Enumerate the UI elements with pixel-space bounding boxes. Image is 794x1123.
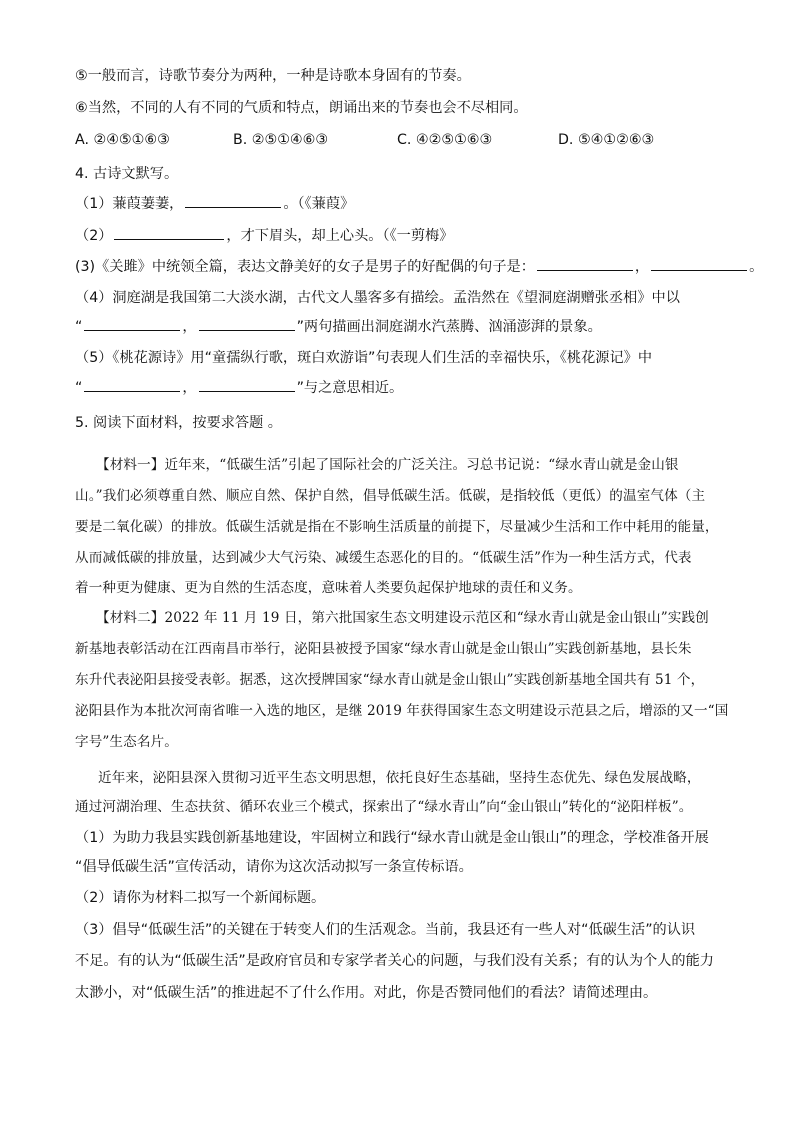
q4-item-3	[75, 256, 764, 277]
material-2-line: 【材料二】2022 年 11 月 19 日，第六批国家生态文明建设示范区和“绿水青山就是金山银山”实践创	[96, 610, 709, 626]
q4-4-quote-open: “	[75, 319, 83, 335]
q4-item-5-line2	[75, 377, 754, 398]
q5-sub1-line2: “倡导低碳生活”宣传活动，请你为这次活动拟写一条宣传标语。	[75, 859, 473, 875]
q4-5-text-end: ”与之意思相近。	[296, 380, 404, 396]
q4-1-text-a: （1）蒹葭萋萋，	[75, 196, 184, 212]
material-2-line: 新基地表彰活动在江西南昌市举行，泌阳县被授予国家“绿水青山就是金山银山”实践创新基地，县长朱	[75, 641, 692, 657]
q5-sub1-line1: （1）为助力我县实践创新基地建设，牢固树立和践行“绿水青山就是金山银山”的理念，学校准备开展	[75, 830, 709, 846]
material-1-line: 要是二氧化碳）的排放。低碳生活就是指在不影响生活质量的前提下，尽量减少生活和工作中耗用的能量，	[75, 519, 719, 535]
answer-blank[interactable]	[651, 256, 747, 271]
q4-item-4-line2	[75, 316, 754, 337]
question-5-title: 5. 阅读下面材料，按要求答题 。	[75, 415, 282, 431]
q4-item-2	[75, 225, 754, 246]
material-3-line: 通过河湖治理、生态扶贫、循环农业三个模式，探索出了“绿水青山”向“金山银山”转化的“泌阳样板”。	[75, 799, 693, 815]
answer-options	[75, 130, 754, 150]
q5-sub2: （2）请你为材料二拟写一个新闻标题。	[75, 890, 326, 906]
q5-sub3-line2: 不足。有的认为“低碳生活”是政府官员和专家学者关心的问题，与我们没有关系；有的认为个人的能力	[75, 953, 714, 969]
statement-5: ⑤一般而言，诗歌节奏分为两种，一种是诗歌本身固有的节奏。	[75, 68, 471, 84]
material-1-line: 从而减低碳的排放量，达到减少大气污染、减缓生态恶化的目的。“低碳生活”作为一种生活方式，代表	[75, 550, 692, 566]
material-2-line: 泌阳县作为本批次河南省唯一入选的地区，是继 2019 年获得国家生态文明建设示范县之后，增添的又一“国	[75, 703, 729, 719]
q5-sub3-line3: 太渺小，对“低碳生活”的推进起不了什么作用。对此，你是否赞同他们的看法？请简述理由。	[75, 985, 658, 1001]
question-4-title: 4. 古诗文默写。	[75, 166, 179, 182]
material-2-line: 东升代表泌阳县接受表彰。据悉，这次授牌国家“绿水青山就是金山银山”实践创新基地全国共有 51 个，	[75, 672, 705, 688]
q4-3-text-c: 。	[749, 259, 764, 275]
material-1-line: 着一种更为健康、更为自然的生活态度，意味着人类要负起保护地球的责任和义务。	[75, 580, 582, 596]
statement-6: ⑥当然，不同的人有不同的气质和特点，朗诵出来的节奏也会不尽相同。	[75, 100, 528, 116]
q4-4-text-end: ”两句描画出洞庭湖水汽蒸腾、汹涌澎湃的景象。	[296, 319, 602, 335]
option-d[interactable]: D. ⑤④①②⑥③	[558, 132, 655, 148]
answer-blank[interactable]	[84, 316, 180, 331]
material-1-line: 山。”我们必须尊重自然、顺应自然、保护自然，倡导低碳生活。低碳，是指较低（更低）的温室气体（主	[75, 488, 706, 504]
option-a[interactable]: A. ②④⑤①⑥③	[75, 132, 170, 148]
q4-5-quote-open: “	[75, 380, 83, 396]
answer-blank[interactable]	[84, 377, 180, 392]
q5-sub3-line1: （3）倡导“低碳生活”的关键在于转变人们的生活观念。当前，我县还有一些人对“低碳生活”的认识	[75, 922, 696, 938]
q4-2-text-b: ，才下眉头，却上心头。（《一剪梅》	[226, 228, 454, 244]
option-b[interactable]: B. ②⑤①④⑥③	[233, 132, 329, 148]
answer-blank[interactable]	[199, 377, 295, 392]
q4-5-comma: ，	[182, 380, 197, 396]
q4-2-text-a: （2）	[75, 228, 113, 244]
answer-blank[interactable]	[537, 256, 633, 271]
q4-1-text-b: 。（《蒹葭》	[283, 196, 355, 212]
option-c[interactable]: C. ④②⑤①⑥③	[397, 132, 493, 148]
answer-blank[interactable]	[114, 225, 224, 240]
q4-item-1	[75, 193, 754, 214]
material-3-line: 近年来，泌阳县深入贯彻习近平生态文明思想，依托良好生态基础，坚持生态优先、绿色发展战略，	[98, 770, 701, 786]
q4-item-4-line1: （4）洞庭湖是我国第二大淡水湖，古代文人墨客多有描绘。孟浩然在《望洞庭湖赠张丞相》中以	[75, 290, 680, 306]
answer-blank[interactable]	[185, 193, 281, 208]
material-1-line: 【材料一】近年来，“低碳生活”引起了国际社会的广泛关注。习总书记说：“绿水青山就是金山银	[96, 457, 679, 473]
q4-4-comma: ，	[182, 319, 197, 335]
q4-3-text-b: ，	[634, 259, 650, 275]
material-2-line: 字号”生态名片。	[75, 734, 178, 750]
q4-item-5-line1: （5）《桃花源诗》用“童孺纵行歌，斑白欢游诣”句表现人们生活的幸福快乐，《桃花源记》中	[75, 350, 653, 366]
q4-3-text-a: (3)《关雎》中统领全篇，表达文静美好的女子是男子的好配偶的句子是：	[75, 259, 535, 275]
answer-blank[interactable]	[199, 316, 295, 331]
